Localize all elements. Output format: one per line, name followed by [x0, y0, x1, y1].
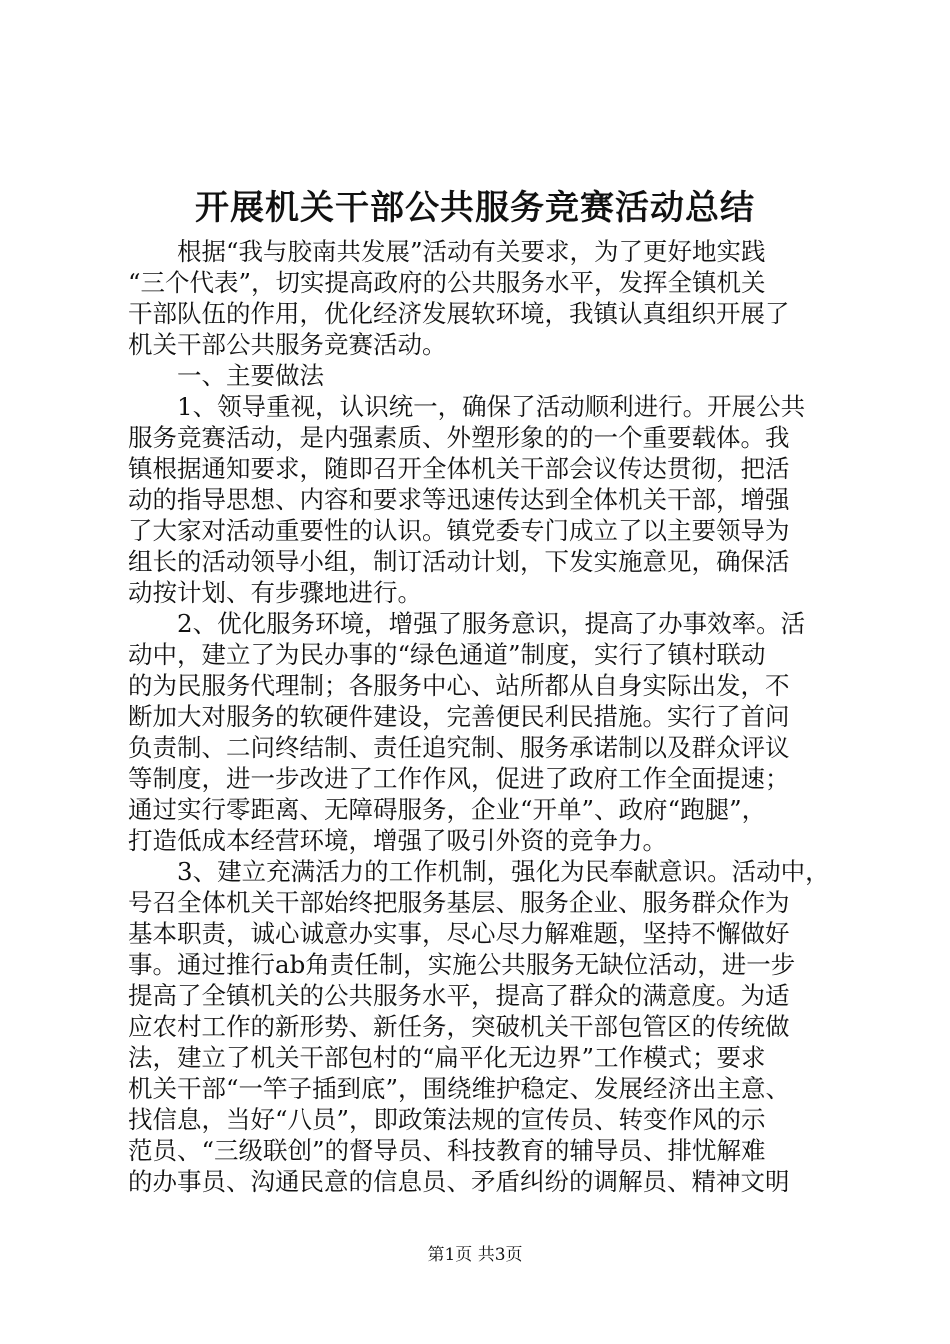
body-line: 服务竞赛活动，是内强素质、外塑形象的的一个重要载体。我 — [128, 423, 790, 452]
body-line: 应农村工作的新形势、新任务，突破机关干部包管区的传统做 — [128, 1012, 790, 1041]
body-line: 2、优化服务环境，增强了服务意识，提高了办事效率。活 — [177, 609, 806, 638]
document-title: 开展机关干部公共服务竞赛活动总结 — [195, 188, 755, 228]
body-line: 通过实行零距离、无障碍服务，企业“开单”、政府“跑腿”， — [128, 795, 767, 824]
body-line: 提高了全镇机关的公共服务水平，提高了群众的满意度。为适 — [128, 981, 790, 1010]
body-line: 根据“我与胶南共发展”活动有关要求，为了更好地实践 — [177, 237, 766, 266]
body-line: 机关干部公共服务竞赛活动。 — [128, 330, 447, 359]
body-line: 找信息，当好“八员”，即政策法规的宣传员、转变作风的示 — [128, 1105, 766, 1134]
body-line: 打造低成本经营环境，增强了吸引外资的竞争力。 — [128, 826, 667, 855]
body-line: 动的指导思想、内容和要求等迅速传达到全体机关干部，增强 — [128, 485, 790, 514]
body-line: 负责制、二问终结制、责任追究制、服务承诺制以及群众评议 — [128, 733, 790, 762]
body-line: 3、建立充满活力的工作机制，强化为民奉献意识。活动中， — [177, 857, 830, 886]
body-line: 范员、“三级联创”的督导员、科技教育的辅导员、排忧解难 — [128, 1136, 766, 1165]
body-line: 干部队伍的作用，优化经济发展软环境，我镇认真组织开展了 — [128, 299, 790, 328]
body-line: 事。通过推行ab角责任制，实施公共服务无缺位活动，进一步 — [128, 950, 796, 979]
body-line: 的办事员、沟通民意的信息员、矛盾纠纷的调解员、精神文明 — [128, 1167, 790, 1196]
body-line: 动中，建立了为民办事的“绿色通道”制度，实行了镇村联动 — [128, 640, 766, 669]
body-line: 法，建立了机关干部包村的“扁平化无边界”工作模式；要求 — [128, 1043, 766, 1072]
page-footer: 第1页 共3页 — [427, 1245, 523, 1265]
body-line: 机关干部“一竿子插到底”，围绕维护稳定、发展经济出主意、 — [128, 1074, 791, 1103]
body-line: “三个代表”，切实提高政府的公共服务水平，发挥全镇机关 — [128, 268, 766, 297]
body-line: 了大家对活动重要性的认识。镇党委专门成立了以主要领导为 — [128, 516, 790, 545]
body-line: 号召全体机关干部始终把服务基层、服务企业、服务群众作为 — [128, 888, 790, 917]
body-line: 动按计划、有步骤地进行。 — [128, 578, 422, 607]
document-body — [128, 236, 828, 1197]
body-line: 的为民服务代理制；各服务中心、站所都从自身实际出发，不 — [128, 671, 790, 700]
body-line: 1、领导重视，认识统一，确保了活动顺利进行。开展公共 — [177, 392, 806, 421]
section-heading: 一、主要做法 — [177, 361, 324, 390]
body-line: 等制度，进一步改进了工作作风，促进了政府工作全面提速； — [128, 764, 790, 793]
body-line: 组长的活动领导小组，制订活动计划，下发实施意见，确保活 — [128, 547, 790, 576]
body-line: 镇根据通知要求，随即召开全体机关干部会议传达贯彻，把活 — [128, 454, 790, 483]
body-line: 断加大对服务的软硬件建设，完善便民利民措施。实行了首问 — [128, 702, 790, 731]
body-line: 基本职责，诚心诚意办实事，尽心尽力解难题，坚持不懈做好 — [128, 919, 790, 948]
